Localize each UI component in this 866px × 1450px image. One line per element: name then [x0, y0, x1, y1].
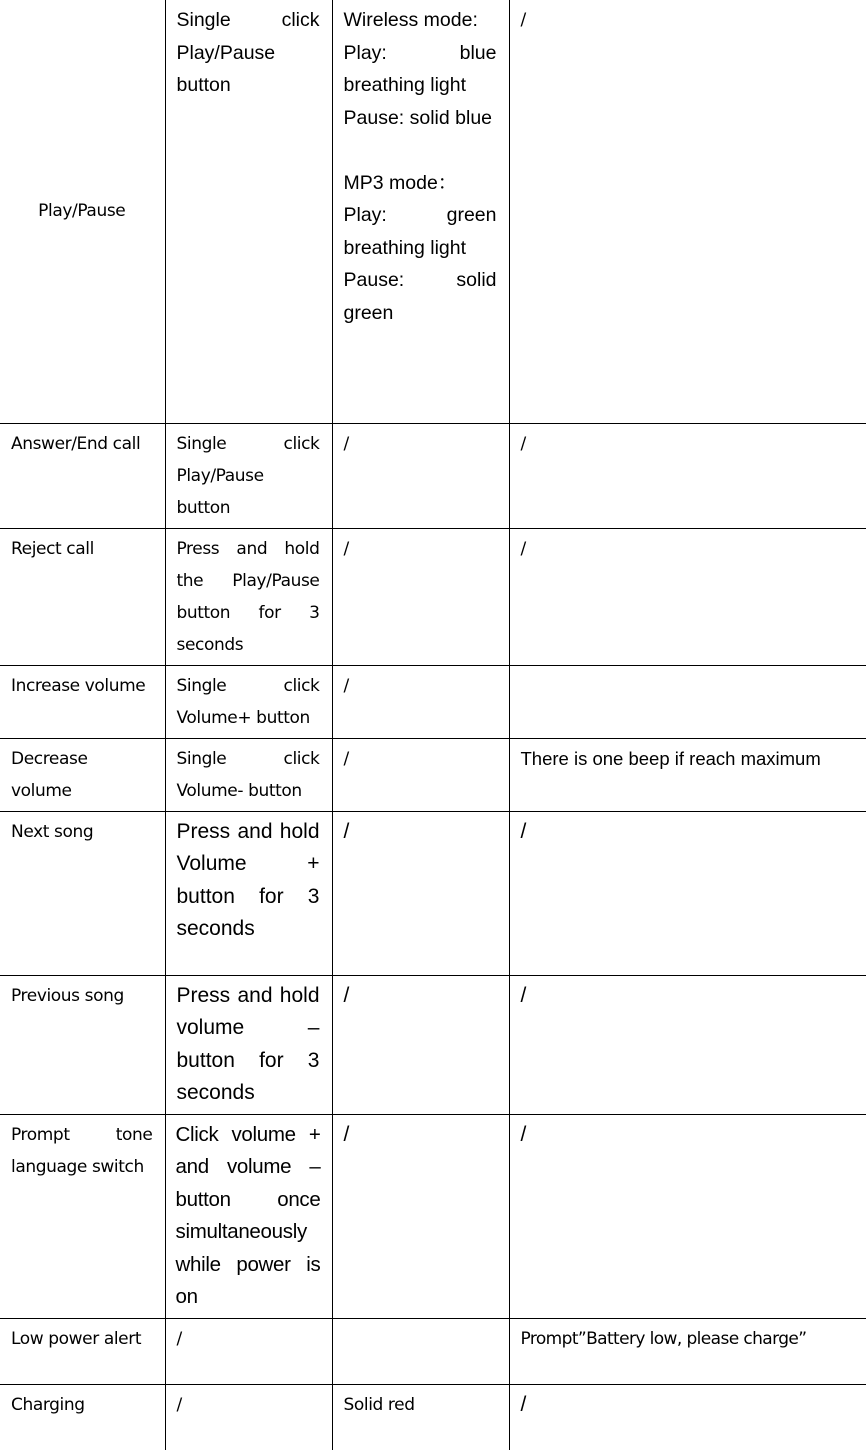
indicator-cell: Wireless mode: Play: blue breathing light Pause: solid blue MP3 mode： Play: green breathing light Pause: solid green [332, 0, 509, 423]
operation-cell: Press and hold volume – button for 3 seconds [165, 975, 332, 1114]
function-cell: Prompt tone language switch [0, 1114, 165, 1318]
operation-cell: / [165, 1318, 332, 1384]
prompt-cell: There is one beep if reach maximum [509, 738, 866, 811]
prompt-cell: / [509, 975, 866, 1114]
indicator-cell: / [332, 528, 509, 665]
indicator-cell: / [332, 1114, 509, 1318]
indicator-cell: / [332, 975, 509, 1114]
indicator-cell: Solid red [332, 1384, 509, 1450]
function-cell: Answer/End call [0, 423, 165, 528]
prompt-cell: Prompt”Battery low, please charge” [509, 1318, 866, 1384]
prompt-cell: / [509, 1114, 866, 1318]
indicator-cell [332, 1318, 509, 1384]
operation-cell: Press and hold the Play/Pause button for 3 seconds [165, 528, 332, 665]
indicator-cell: / [332, 665, 509, 738]
operation-cell: Single click Play/Pause button [165, 423, 332, 528]
table-row [0, 0, 866, 423]
operation-cell: Single click Volume+ button [165, 665, 332, 738]
operation-cell: / [165, 1384, 332, 1450]
table-row [0, 1114, 866, 1318]
table-row [0, 1318, 866, 1384]
table-row [0, 975, 866, 1114]
operation-cell: Press and hold Volume + button for 3 seconds [165, 811, 332, 975]
indicator-cell: / [332, 811, 509, 975]
operation-cell: Click volume + and volume – button once simultaneously while power is on [165, 1114, 332, 1318]
function-cell: Decrease volume [0, 738, 165, 811]
function-cell: Reject call [0, 528, 165, 665]
table-row [0, 811, 866, 975]
table-row [0, 423, 866, 528]
prompt-cell: / [509, 811, 866, 975]
prompt-cell: / [509, 1384, 866, 1450]
indicator-cell: / [332, 423, 509, 528]
prompt-cell: / [509, 423, 866, 528]
function-cell: Next song [0, 811, 165, 975]
operation-cell: Single click Volume- button [165, 738, 332, 811]
function-cell: Previous song [0, 975, 165, 1114]
table-row [0, 665, 866, 738]
operation-cell: Single click Play/Pause button [165, 0, 332, 423]
function-cell: Low power alert [0, 1318, 165, 1384]
prompt-cell [509, 665, 866, 738]
function-cell: Play/Pause [0, 0, 165, 423]
table-row [0, 1384, 866, 1450]
table-row [0, 528, 866, 665]
function-cell: Increase volume [0, 665, 165, 738]
prompt-cell: / [509, 528, 866, 665]
function-cell: Charging [0, 1384, 165, 1450]
indicator-cell: / [332, 738, 509, 811]
prompt-cell: / [509, 0, 866, 423]
table-row [0, 738, 866, 811]
